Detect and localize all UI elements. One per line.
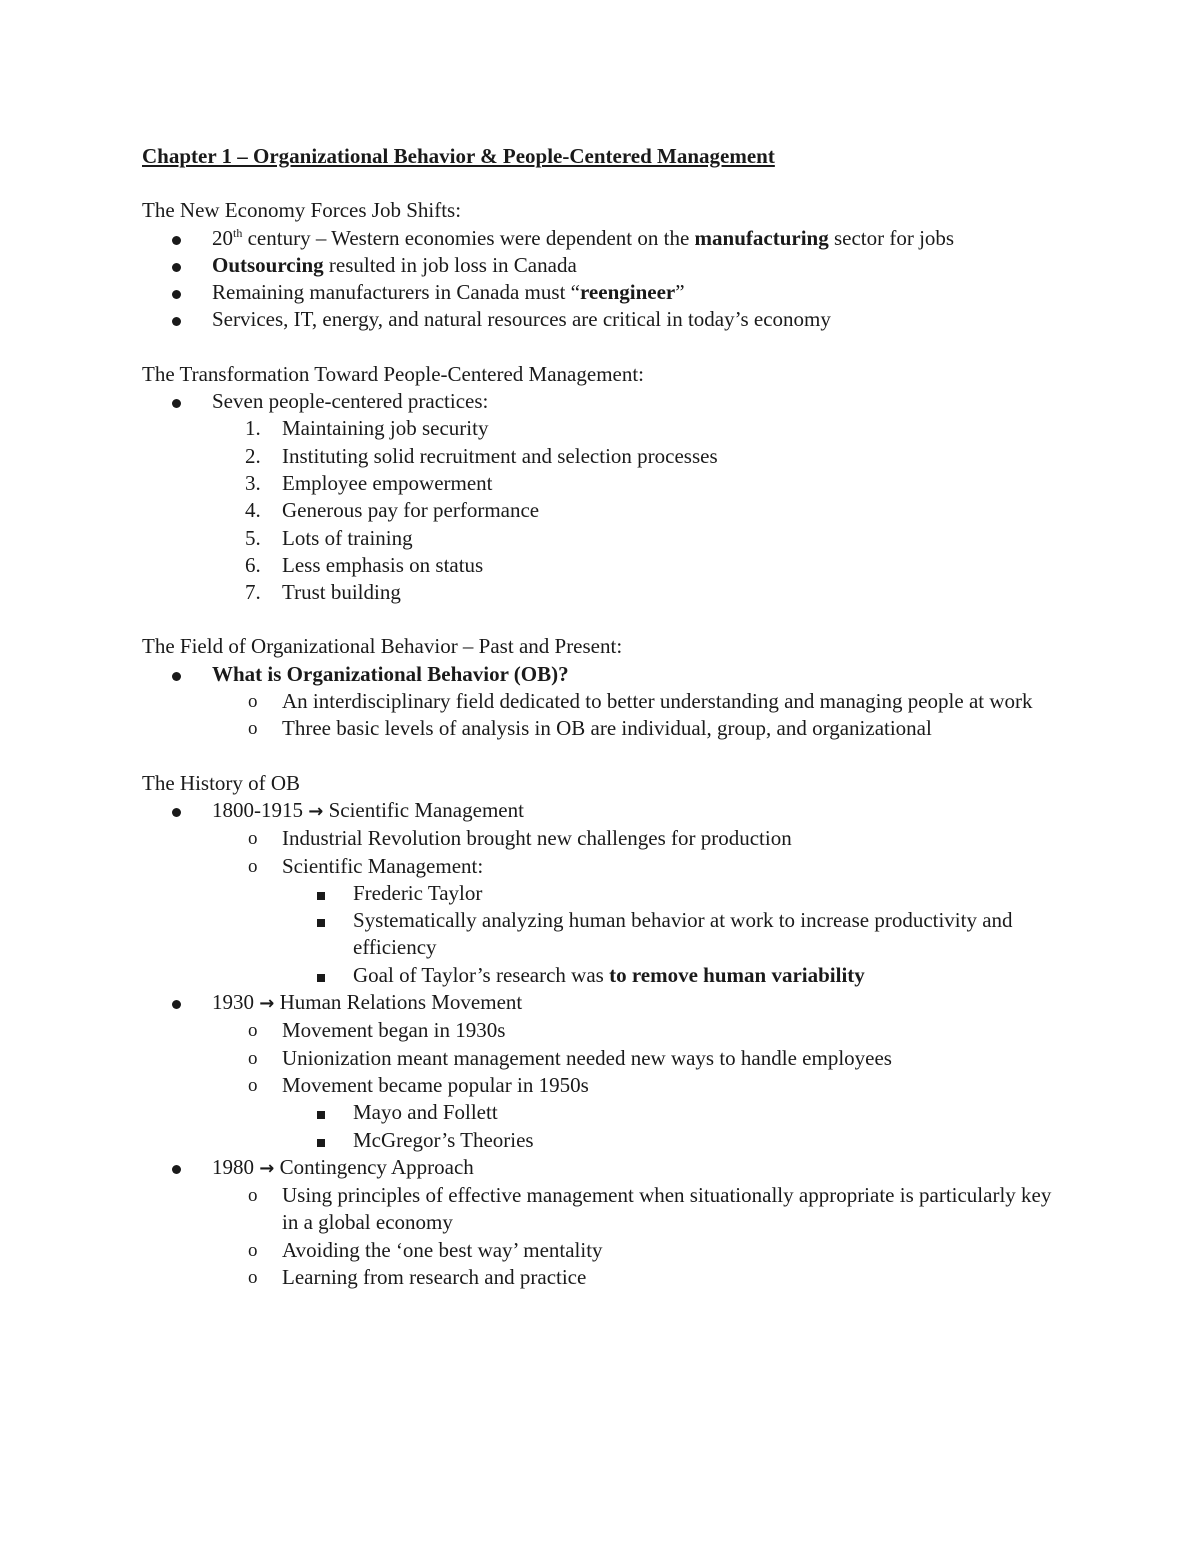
list-item: 7. Trust building <box>245 580 401 605</box>
right-arrow-icon: → <box>308 800 324 822</box>
circle-bullet-icon: o <box>248 828 258 850</box>
list-item: o Learning from research and practice <box>142 1264 1072 1291</box>
list-item: o Industrial Revolution brought new challenges for production <box>142 825 1072 852</box>
bullet-icon <box>172 279 181 306</box>
circle-bullet-icon: o <box>248 1020 258 1042</box>
list-item: Frederic Taylor <box>142 880 1072 907</box>
document-page <box>142 143 1072 1318</box>
section-heading: The New Economy Forces Job Shifts: <box>142 198 462 223</box>
section-transformation <box>142 361 1072 607</box>
section-history-of-ob <box>142 770 1072 1292</box>
square-bullet-icon <box>317 962 325 989</box>
bullet-list <box>142 388 1072 415</box>
list-item: 3. Employee empowerment <box>245 470 493 495</box>
circle-bullet-icon: o <box>248 1266 258 1288</box>
list-item: 2. Instituting solid recruitment and selection processes <box>245 443 718 468</box>
bullet-list <box>142 225 1072 334</box>
section-heading: The Transformation Toward People-Centered Management: <box>142 361 645 386</box>
bullet-list <box>142 797 1072 1291</box>
list-item: Systematically analyzing human behavior at work to increase productivity and efficiency <box>142 907 1072 962</box>
bullet-icon <box>172 797 181 824</box>
square-bullet-icon <box>317 1099 325 1126</box>
bullet-icon <box>172 1154 181 1181</box>
list-item: 4. Generous pay for performance <box>245 498 540 523</box>
bullet-icon <box>172 252 181 279</box>
list-item: 1930 → Human Relations Movement <box>142 989 1072 1017</box>
section-heading: The History of OB <box>142 770 301 795</box>
circle-bullet-icon: o <box>248 1239 258 1261</box>
list-item: Seven people-centered practices: <box>142 388 1072 415</box>
circle-bullet-icon: o <box>248 691 258 713</box>
list-item: o Three basic levels of analysis in OB are individual, group, and organizational <box>142 715 1072 742</box>
list-item: Remaining manufacturers in Canada must “reengineer” <box>142 279 1072 306</box>
section-new-economy <box>142 197 1072 333</box>
list-item: Goal of Taylor’s research was to remove human variability <box>142 962 1072 989</box>
list-item: o Avoiding the ‘one best way’ mentality <box>142 1237 1072 1264</box>
list-item: 1800-1915 → Scientific Management <box>142 797 1072 825</box>
square-bullet-icon <box>317 880 325 907</box>
list-item: o Movement began in 1930s <box>142 1017 1072 1044</box>
list-item: 1. Maintaining job security <box>245 416 489 441</box>
bullet-icon <box>172 306 181 333</box>
list-item: 5. Lots of training <box>245 525 413 550</box>
list-item: o An interdisciplinary field dedicated to better understanding and managing people at work <box>142 688 1072 715</box>
bullet-icon <box>172 989 181 1016</box>
list-item: 6. Less emphasis on status <box>245 552 484 577</box>
square-bullet-icon <box>317 1127 325 1154</box>
list-item: Mayo and Follett <box>142 1099 1072 1126</box>
circle-bullet-icon: o <box>248 1185 258 1207</box>
section-field-of-ob <box>142 633 1072 742</box>
section-heading: The Field of Organizational Behavior – Past and Present: <box>142 634 623 659</box>
list-item: o Movement became popular in 1950s <box>142 1072 1072 1099</box>
circle-bullet-icon: o <box>248 1074 258 1096</box>
circle-bullet-icon: o <box>248 718 258 740</box>
numbered-list <box>142 415 1072 606</box>
list-item: o Unionization meant management needed new ways to handle employees <box>142 1045 1072 1072</box>
list-item: 1980 → Contingency Approach <box>142 1154 1072 1182</box>
list-item: Services, IT, energy, and natural resources are critical in today’s economy <box>142 306 1072 333</box>
bullet-icon <box>172 225 181 252</box>
bullet-list <box>142 661 1072 743</box>
bullet-icon <box>172 661 181 688</box>
list-item: McGregor’s Theories <box>142 1127 1072 1154</box>
list-item: o Using principles of effective management when situationally appropriate is particularly key in a global economy <box>248 1183 1052 1235</box>
bullet-icon <box>172 388 181 415</box>
list-item: What is Organizational Behavior (OB)? <box>142 661 1072 688</box>
square-bullet-icon <box>317 907 325 934</box>
list-item: 20th century – Western economies were dependent on the manufacturing sector for jobs <box>142 225 1072 252</box>
right-arrow-icon: → <box>259 1157 275 1179</box>
circle-bullet-icon: o <box>248 1047 258 1069</box>
right-arrow-icon: → <box>259 993 275 1015</box>
list-item: o Scientific Management: <box>142 853 1072 880</box>
list-item: Outsourcing resulted in job loss in Canada <box>142 252 1072 279</box>
page-title: Chapter 1 – Organizational Behavior & People-Centered Management <box>142 144 775 168</box>
circle-bullet-icon: o <box>248 855 258 877</box>
